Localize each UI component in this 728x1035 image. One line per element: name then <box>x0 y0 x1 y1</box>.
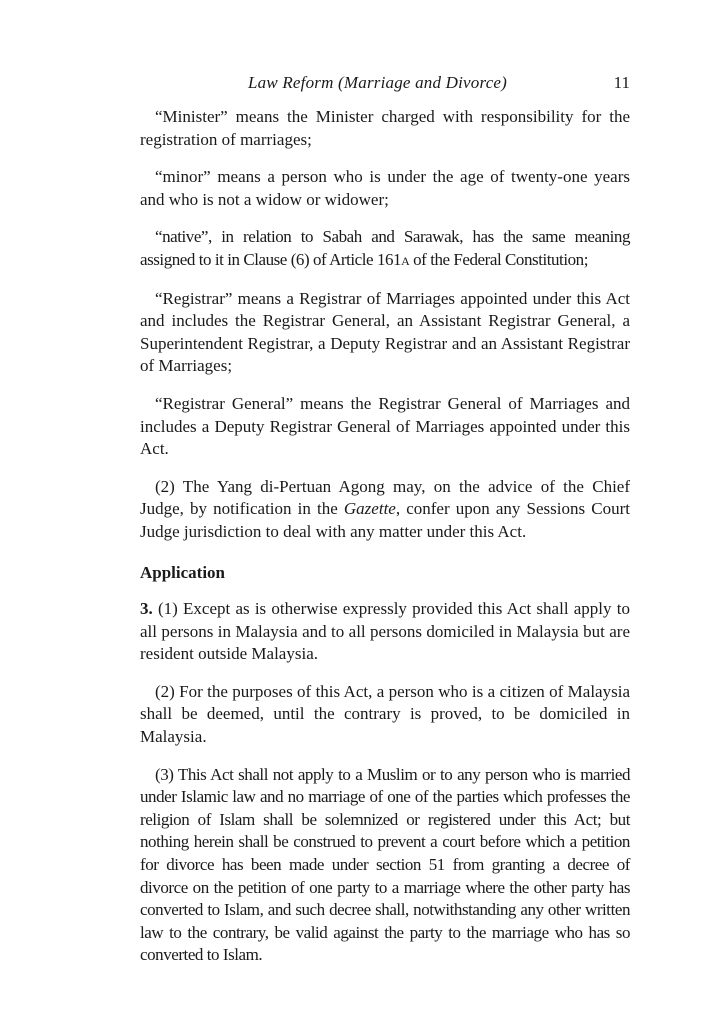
definition-registrar-general: “Registrar General” means the Registrar General of Marriages and includes a Deputy Registrar General of Marriages appointed under this Act. <box>140 393 630 459</box>
definition-native-text: “native”, in relation to Sabah and Sarawak, has the same meaning assigned to it in Clause (6) of Article 161 <box>140 227 630 269</box>
section-heading-application: Application <box>140 562 226 582</box>
subsection-2-tail: , confer upon any Sessions Court Judge jurisdiction to deal with any matter under this Act. <box>140 499 630 541</box>
section-3-subsection-3: (3) This Act shall not apply to a Muslim or to any person who is married under Islamic law and no marriage of one of the parties which professes the religion of Islam shall be solemnized or registered under this Act; but nothing herein shall be construed to prevent a court before which a petition for divorce has been made under section 51 from granting a decree of divorce on the petition of one party to a marriage where the other party has converted to Islam, and such decree shall, notwithstanding any other written law to the contrary, be valid against the party to the marriage who has so converted to Islam. <box>140 764 630 965</box>
document-body <box>140 106 630 982</box>
section-number: 3. <box>140 599 153 619</box>
subsection-2 <box>140 476 630 544</box>
section-3-subsection-1 <box>140 598 630 666</box>
definition-native-tail: of the Federal Constitution; <box>409 249 588 269</box>
definition-native <box>140 226 630 272</box>
gazette-italic: Gazette <box>343 499 396 519</box>
subsection-2-text: (2) The Yang di-Pertuan Agong may, on the advice of the Chief Judge, by notification in the <box>140 476 630 519</box>
definition-minister: “Minister” means the Minister charged with responsibility for the registration of marriages; <box>140 107 630 149</box>
definition-registrar: “Registrar” means a Registrar of Marriages appointed under this Act and includes the Registrar General, an Assistant Registrar General, a Superintendent Registrar, a Deputy Registrar and an Assistant Registrar of Marriages; <box>140 288 630 376</box>
article-suffix: A <box>401 253 410 268</box>
section-3-subsection-2: (2) For the purposes of this Act, a person who is a citizen of Malaysia shall be deemed, until the contrary is proved, to be domiciled in Malaysia. <box>140 681 630 747</box>
section-3-p1-text: (1) Except as is otherwise expressly provided this Act shall apply to all persons in Malaysia and to all persons domiciled in Malaysia but are resident outside Malaysia. <box>140 599 630 664</box>
definition-minor: “minor” means a person who is under the age of twenty-one years and who is not a widow or widower; <box>140 167 630 209</box>
page-number: 11 <box>613 73 630 92</box>
running-title: Law Reform (Marriage and Divorce) <box>248 73 508 92</box>
